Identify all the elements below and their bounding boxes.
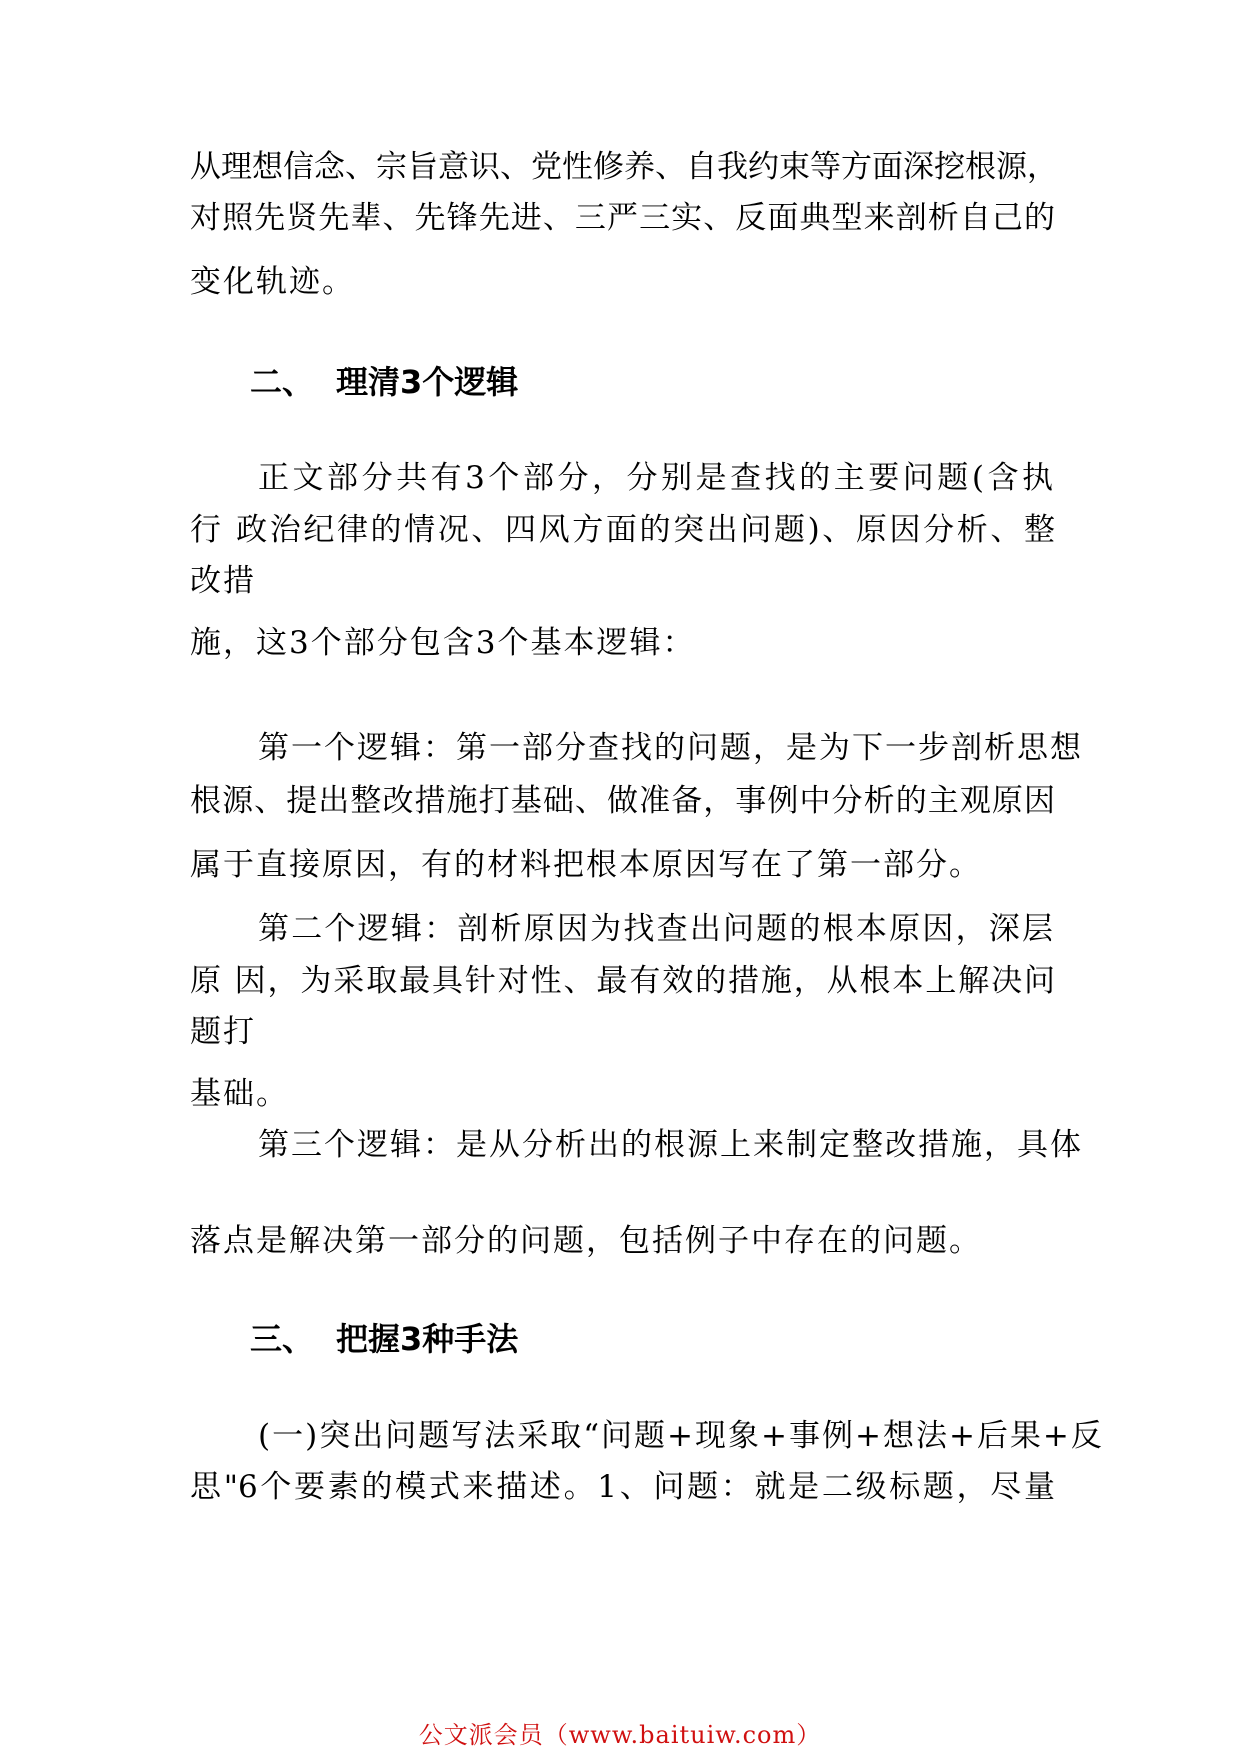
paragraph-line: 改措 [190,563,256,599]
paragraph-line: 基础。 [190,1076,289,1112]
section-number: 二、 [250,363,315,401]
paragraph-line: 第二个逻辑：剖析原因为找查出问题的根本原因，深层 [258,911,1055,947]
paragraph-line: 根源、提出整改措施打基础、做准备，事例中分析的主观原因 [190,783,1055,819]
paragraph-line: 从理想信念、宗旨意识、党性修养、自我约束等方面深挖根源， [190,149,1058,185]
paragraph-line: 正文部分共有3个部分，分别是查找的主要问题(含执 [258,460,1055,496]
footer-watermark: 公文派会员（www.baituiw.com） [418,1721,822,1749]
paragraph-line: 对照先贤先辈、先锋先进、三严三实、反面典型来剖析自己的 [190,200,1055,236]
paragraph-line: 第三个逻辑：是从分析出的根源上来制定整改措施，具体 [258,1127,1083,1163]
paragraph-line: 落点是解决第一部分的问题，包括例子中存在的问题。 [190,1223,982,1259]
paragraph-line: (一)突出问题写法采取“问题+现象+事例+想法+后果+反 [258,1418,1104,1454]
section-heading-3 [250,1319,518,1359]
section-heading-2 [250,362,518,402]
paragraph-line: 属于直接原因，有的材料把根本原因写在了第一部分。 [190,847,982,883]
paragraph-line: 题打 [190,1014,256,1050]
section-number: 三、 [250,1320,315,1358]
paragraph-line: 第一个逻辑：第一部分查找的问题，是为下一步剖析思想 [258,730,1083,766]
section-title: 把握3种手法 [336,1320,519,1358]
paragraph-line: 行 政治纪律的情况、四风方面的突出问题)、原因分析、整 [190,512,1055,548]
paragraph-line: 思"6个要素的模式来描述。1、问题：就是二级标题，尽量 [190,1469,1055,1505]
paragraph-line: 施，这3个部分包含3个基本逻辑： [190,625,696,661]
section-title: 理清3个逻辑 [336,363,519,401]
paragraph-line: 变化轨迹。 [190,264,355,300]
paragraph-line: 原 因，为采取最具针对性、最有效的措施，从根本上解决问 [190,963,1055,999]
